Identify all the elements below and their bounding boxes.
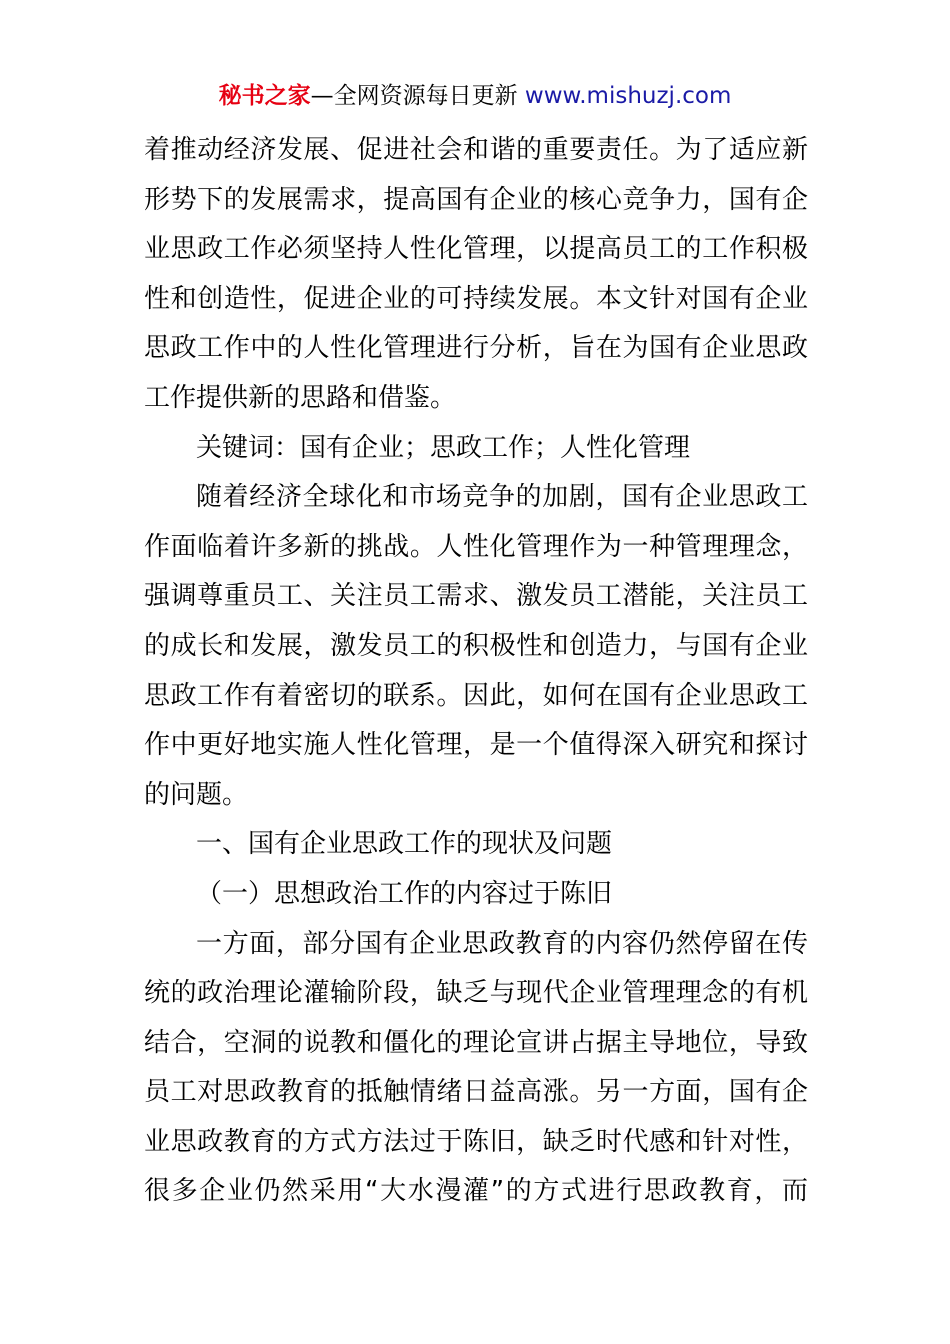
text-line: 业思政工作必须坚持人性化管理，以提高员工的工作积极 xyxy=(144,234,808,265)
text-line: 工作提供新的思路和借鉴。 xyxy=(144,382,457,413)
text-line: 强调尊重员工、关注员工需求、激发员工潜能，关注员工 xyxy=(144,581,808,612)
text-line: 的成长和发展，激发员工的积极性和创造力，与国有企业 xyxy=(144,630,808,661)
text-line: 形势下的发展需求，提高国有企业的核心竞争力，国有企 xyxy=(144,184,808,215)
text-line: 的问题。 xyxy=(144,779,249,810)
text-line: 一方面，部分国有企业思政教育的内容仍然停留在传 xyxy=(196,928,808,959)
text-line: 作面临着许多新的挑战。人性化管理作为一种管理理念， xyxy=(144,531,808,562)
text-line: 关键词：国有企业；思政工作；人性化管理 xyxy=(196,432,691,463)
site-tagline: —全网资源每日更新 xyxy=(310,83,525,109)
text-line: 思政工作中的人性化管理进行分析，旨在为国有企业思政 xyxy=(144,333,808,364)
text-line: 统的政治理论灌输阶段，缺乏与现代企业管理理念的有机 xyxy=(144,978,808,1009)
text-line: （一）思想政治工作的内容过于陈旧 xyxy=(196,878,613,909)
site-url-link[interactable]: www.mishuzj.com xyxy=(524,83,732,109)
document-body xyxy=(144,126,808,1217)
text-line: 性和创造性，促进企业的可持续发展。本文针对国有企业 xyxy=(144,283,808,314)
text-line: 作中更好地实施人性化管理，是一个值得深入研究和探讨 xyxy=(144,730,808,761)
text-line: 很多企业仍然采用“大水漫灌”的方式进行思政教育，而 xyxy=(144,1176,808,1207)
text-line: 员工对思政教育的抵触情绪日益高涨。另一方面，国有企 xyxy=(144,1077,808,1108)
site-header xyxy=(0,80,950,112)
text-line: 结合，空洞的说教和僵化的理论宣讲占据主导地位，导致 xyxy=(144,1027,808,1058)
text-line: 着推动经济发展、促进社会和谐的重要责任。为了适应新 xyxy=(144,135,808,165)
text-line: 一、国有企业思政工作的现状及问题 xyxy=(196,829,613,860)
text-line: 随着经济全球化和市场竞争的加剧，国有企业思政工 xyxy=(196,482,808,513)
text-line: 业思政教育的方式方法过于陈旧，缺乏时代感和针对性， xyxy=(144,1126,808,1157)
text-line: 思政工作有着密切的联系。因此，如何在国有企业思政工 xyxy=(144,680,808,711)
site-brand: 秘书之家 xyxy=(218,83,311,109)
